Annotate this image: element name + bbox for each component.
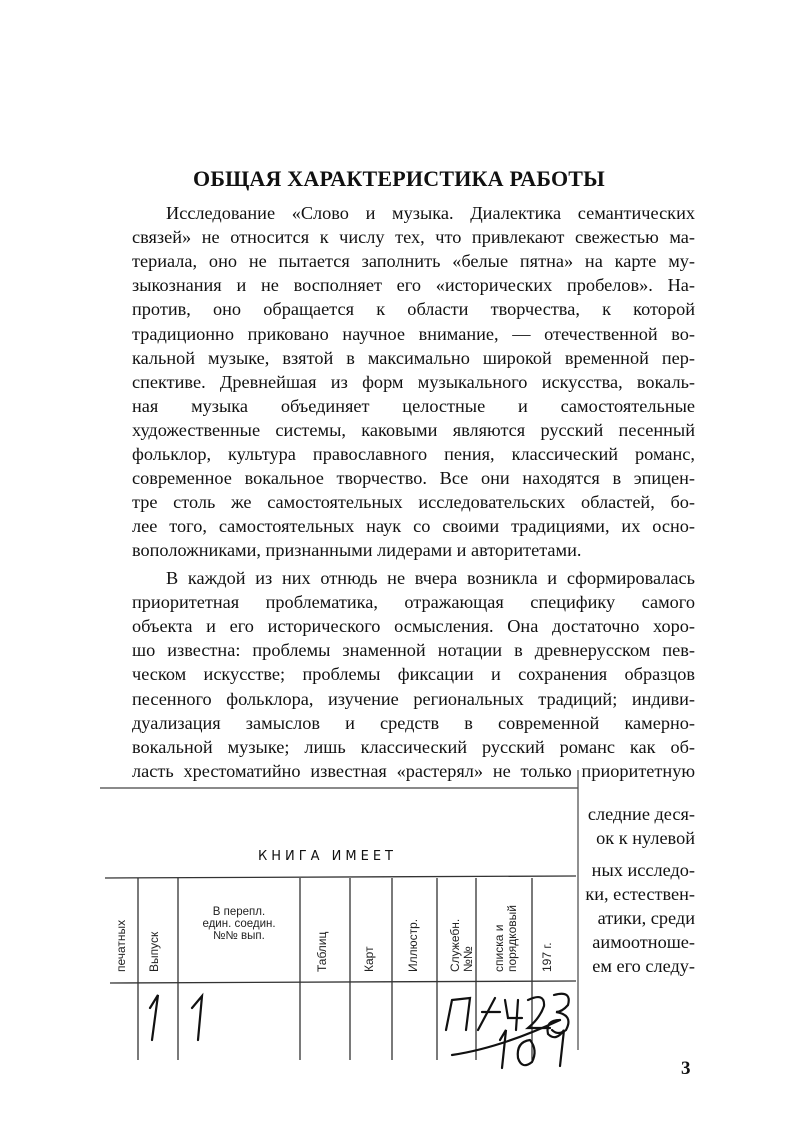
handwritten-p bbox=[446, 998, 470, 1030]
paragraph2-line: приоритетная проблематика, отражающая специфику самого bbox=[132, 592, 695, 613]
handwritten-one-b bbox=[192, 996, 202, 1040]
stamp-title: КНИГА ИМЕЕТ bbox=[258, 849, 397, 864]
paragraph1-line: тре столь же самостоятельных исследовательских областей, бо- bbox=[132, 492, 695, 513]
handwritten-three bbox=[552, 994, 569, 1033]
stamp-column-label: В перепл. един. соедин. №№ вып. bbox=[202, 906, 276, 942]
paragraph2-line: ческом искусстве; проблемы фиксации и сохранения образцов bbox=[132, 664, 695, 685]
paragraph1-line: традиционно приковано научное внимание, — отечественной во- bbox=[132, 323, 695, 344]
text-fragment: следние деся- bbox=[587, 804, 695, 824]
paragraph1-line: ная музыка объединяет целостные и самостоятельные bbox=[132, 395, 695, 416]
text-fragment: ок к нулевой bbox=[596, 828, 695, 848]
paragraph2-line: песенного фольклора, изучение региональных традиций; индиви- bbox=[132, 688, 695, 709]
paragraph1-line: лее того, самостоятельных наук со своими традициями, их осно- bbox=[132, 516, 695, 537]
text-fragment: ных исследо- bbox=[591, 860, 695, 880]
stamp-column-label: Таблиц bbox=[315, 931, 329, 972]
text-fragment: ки, естествен- bbox=[585, 884, 695, 904]
handwritten-four bbox=[505, 1000, 522, 1030]
handwritten-one-a bbox=[150, 995, 158, 1040]
stamp-column-label: печатных bbox=[114, 919, 128, 972]
paragraph1-line: спективе. Древнейшая из форм музыкального искусства, вокаль- bbox=[132, 371, 695, 392]
stamp-column-label: порядковый bbox=[505, 905, 519, 972]
handwritten-slash bbox=[478, 998, 500, 1030]
stamp-column-label: списка и bbox=[492, 924, 506, 972]
text-fragment: ем его следу- bbox=[592, 956, 695, 976]
handwritten-two bbox=[528, 997, 550, 1028]
page-number: 3 bbox=[681, 1058, 691, 1079]
paragraph1-line: художественные системы, каковыми являются русский песенный bbox=[132, 419, 695, 440]
text-fragment: аимоотноше- bbox=[592, 932, 695, 952]
handwritten-0 bbox=[518, 1040, 535, 1065]
paragraph2-line: объекта и его исторического осмысления. Она достаточно хоро- bbox=[132, 616, 695, 637]
text-fragment: атики, среди bbox=[597, 908, 695, 928]
stamp-column-label: Карт bbox=[362, 946, 376, 972]
stamp-column-label: №№ bbox=[461, 946, 475, 972]
paragraph1-line: против, оно обращается к области творчества, к которой bbox=[132, 299, 695, 320]
paragraph2-line: В каждой из них отнюдь не вчера возникла и сформировалась bbox=[166, 568, 695, 588]
paragraph1-line: кальной музыке, взятой в максимально широкой временной пер- bbox=[132, 347, 695, 368]
paragraph2-line: вокальной музыке; лишь классический русский романс как об- bbox=[132, 736, 695, 757]
paragraph1-line: связей» не относится к числу тех, что привлекают свежестью ма- bbox=[132, 227, 695, 248]
paragraph1-line: зыкознания и не восполняет его «исторических пробелов». На- bbox=[132, 275, 695, 296]
stamp-column-label: Выпуск bbox=[147, 931, 161, 972]
paragraph1-line: Исследование «Слово и музыка. Диалектика семантических bbox=[166, 203, 695, 223]
paragraph2-line: ласть хрестоматийно известная «растерял» не только приоритетную bbox=[132, 760, 695, 781]
paragraph1-line: териала, оно не пытается заполнить «белые пятна» на карте му- bbox=[132, 251, 695, 272]
paragraph2-line: дуализация замыслов и средств в современной камерно- bbox=[132, 712, 695, 733]
paragraph2-line: шо известна: проблемы знаменной нотации в древнерусском пев- bbox=[132, 640, 695, 661]
handwritten-1 bbox=[500, 1030, 506, 1068]
paragraph1-line: воположниками, признанными лидерами и авторитетами. bbox=[132, 540, 582, 561]
stamp-column-label: Иллюстр. bbox=[406, 918, 420, 972]
paragraph1-line: современное вокальное творчество. Все они находятся в эпицен- bbox=[132, 468, 695, 489]
stamp-column-label: Служебн. bbox=[448, 918, 462, 972]
stamp-column-label: 197 г. bbox=[540, 942, 554, 972]
page-title: ОБЩАЯ ХАРАКТЕРИСТИКА РАБОТЫ bbox=[193, 166, 605, 191]
paragraph1-line: фольклор, культура православного пения, классический романс, bbox=[132, 444, 695, 464]
